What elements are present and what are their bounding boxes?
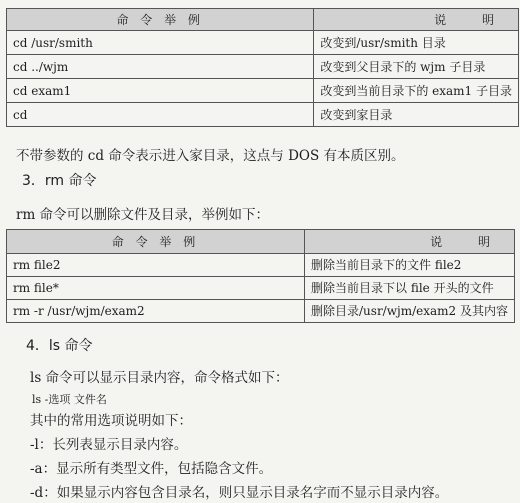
cd-note-paragraph: 不带参数的 cd 命令表示进入家目录，这点与 DOS 有本质区别。 [16,148,405,164]
ls-format-line: ls -选项 文件名 [32,393,107,406]
rm-intro-paragraph: rm 命令可以删除文件及目录，举例如下： [16,207,270,223]
table-row [7,300,515,323]
table-row [7,103,519,127]
option-a-line: -a：显示所有类型文件，包括隐含文件。 [30,461,273,477]
column-header-description: 说 明 [305,230,515,254]
table-row [7,277,515,300]
column-header-command: 命 令 举 例 [7,230,305,254]
command-cell: rm file* [7,277,305,300]
cd-examples-table [6,8,519,127]
description-cell: 改变到家目录 [314,103,519,127]
table-row [7,55,519,79]
ls-intro-paragraph: ls 命令可以显示目录内容，命令格式如下： [30,370,289,386]
command-cell: cd ../wjm [7,55,314,79]
rm-examples-table [6,229,515,323]
command-cell: rm file2 [7,254,305,277]
description-cell: 删除目录/usr/wjm/exam2 及其内容 [305,300,515,323]
description-cell: 删除当前目录下以 file 开头的文件 [305,277,515,300]
table-row [7,79,519,103]
table-header-row [7,9,519,31]
command-cell: cd /usr/smith [7,31,314,55]
command-cell: cd exam1 [7,79,314,103]
table-row [7,31,519,55]
column-header-description: 说 明 [314,9,519,31]
description-cell: 改变到/usr/smith 目录 [314,31,519,55]
option-l-line: -l：长列表显示目录内容。 [30,437,188,453]
command-cell: cd [7,103,314,127]
description-cell: 改变到当前目录下的 exam1 子目录 [314,79,519,103]
options-intro-line: 其中的常用选项说明如下： [30,413,192,429]
option-d-line: -d：如果显示内容包含目录名，则只显示目录名字而不显示目录内容。 [30,485,449,501]
table-row [7,254,515,277]
column-header-command: 命 令 举 例 [7,9,314,31]
description-cell: 删除当前目录下的文件 file2 [305,254,515,277]
section-heading-ls: 4．ls 命令 [26,338,93,354]
section-heading-rm: 3．rm 命令 [22,173,97,189]
description-cell: 改变到父目录下的 wjm 子目录 [314,55,519,79]
table-header-row [7,230,515,254]
command-cell: rm -r /usr/wjm/exam2 [7,300,305,323]
